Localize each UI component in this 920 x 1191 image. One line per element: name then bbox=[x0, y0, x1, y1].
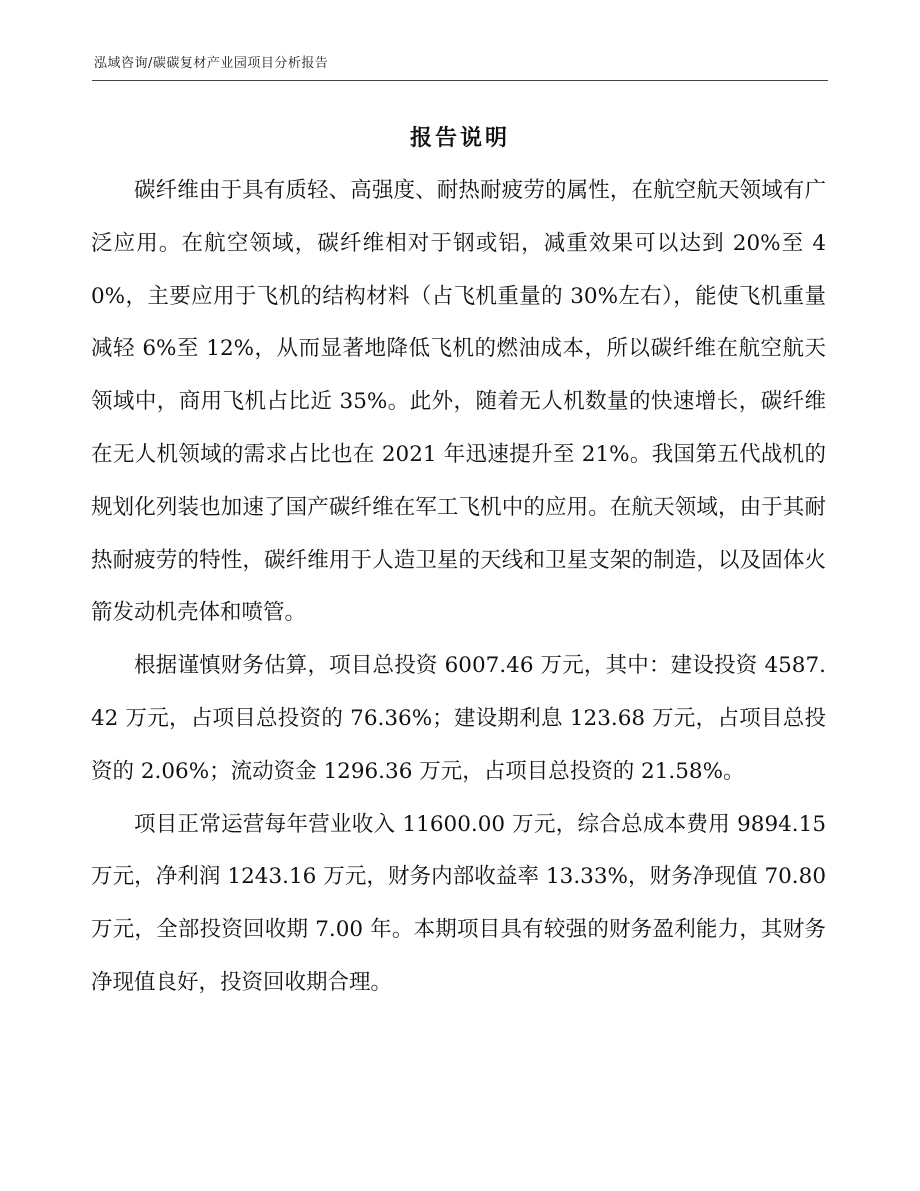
header-divider bbox=[92, 80, 828, 81]
running-header: 泓域咨询/碳碳复材产业园项目分析报告 bbox=[94, 56, 329, 71]
paragraph-investment-estimate: 根据谨慎财务估算，项目总投资 6007.46 万元，其中：建设投资 4587.42 万元，占项目总投资的 76.36%；建设期利息 123.68 万元，占项目总投资的 2.06%；流动资金 1296.36 万元，占项目总投资的 21.58%。 bbox=[91, 653, 826, 784]
document-body bbox=[91, 165, 826, 1010]
document-title: 报告说明 bbox=[409, 125, 510, 151]
paragraph-financial-returns: 项目正常运营每年营业收入 11600.00 万元，综合总成本费用 9894.15 万元，净利润 1243.16 万元，财务内部收益率 13.33%，财务净现值 70.80 万元，全部投资回收期 7.00 年。本期项目具有较强的财务盈利能力，其财务净现值良好，投资回收期合理。 bbox=[91, 811, 826, 995]
paragraph-carbon-fiber-applications: 碳纤维由于具有质轻、高强度、耐热耐疲劳的属性，在航空航天领域有广泛应用。在航空领域，碳纤维相对于钢或铝，减重效果可以达到 20%至 40%，主要应用于飞机的结构材料（占飞机重量的 30%左右），能使飞机重量减轻 6%至 12%，从而显著地降低飞机的燃油成本，所以碳纤维在航空航天领域中，商用飞机占比近 35%。此外，随着无人机数量的快速增长，碳纤维在无人机领域的需求占比也在 2021 年迅速提升至 21%。我国第五代战机的规划化列装也加速了国产碳纤维在军工飞机中的应用。在航天领域，由于其耐热耐疲劳的特性，碳纤维用于人造卫星的天线和卫星支架的制造，以及固体火箭发动机壳体和喷管。 bbox=[91, 178, 826, 626]
